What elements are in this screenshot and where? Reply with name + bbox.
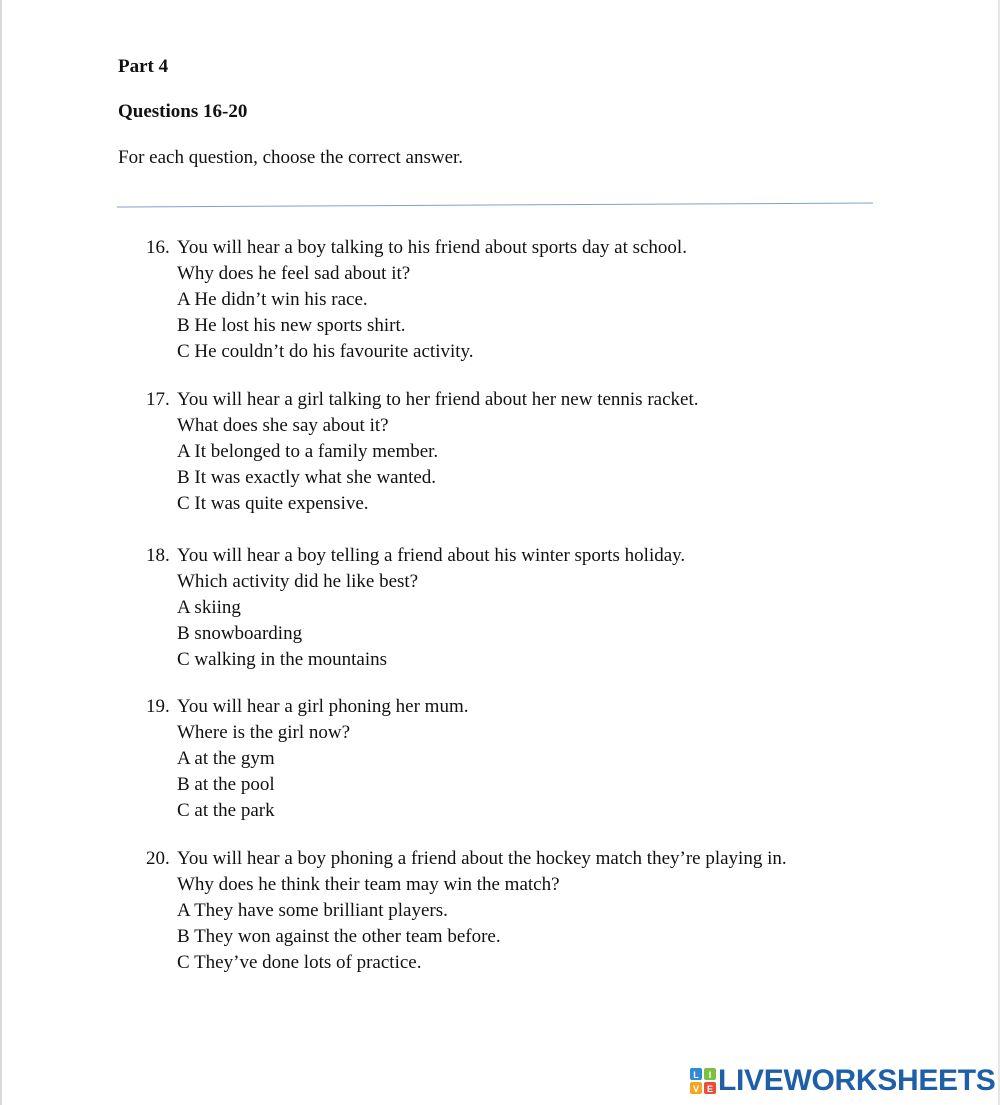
questions-title: Questions 16-20 — [118, 101, 248, 122]
question-intro: You will hear a boy phoning a friend about the hockey match they’re playing in. — [177, 848, 787, 869]
question-prompt: Where is the girl now? — [177, 722, 351, 743]
question-intro-line — [146, 694, 469, 720]
svg-text:L: L — [693, 1070, 699, 1080]
question-prompt: What does she say about it? — [177, 415, 389, 436]
option-c[interactable]: C walking in the mountains — [177, 649, 388, 670]
question-prompt: Why does he think their team may win the match? — [177, 874, 560, 895]
question-18 — [146, 543, 685, 673]
option-a[interactable]: A at the gym — [177, 748, 275, 769]
option-c[interactable]: C at the park — [177, 800, 275, 821]
option-a[interactable]: A skiing — [177, 597, 241, 618]
option-b[interactable]: B They won against the other team before. — [177, 926, 501, 947]
question-intro-line — [146, 543, 685, 569]
option-b[interactable]: B It was exactly what she wanted. — [177, 467, 437, 488]
instructions: For each question, choose the correct answer. — [118, 147, 464, 168]
svg-text:E: E — [706, 1084, 714, 1094]
question-20 — [146, 846, 787, 976]
option-a[interactable]: A It belonged to a family member. — [177, 441, 439, 462]
question-prompt: Why does he feel sad about it? — [177, 263, 411, 284]
option-c[interactable]: C He couldn’t do his favourite activity. — [177, 341, 474, 362]
logo-text: LIVEWORKSHEETS — [718, 1064, 996, 1097]
svg-text:V: V — [692, 1084, 700, 1094]
question-intro-line — [146, 235, 687, 261]
logo-mark-icon — [690, 1068, 716, 1094]
option-b[interactable]: B snowboarding — [177, 623, 303, 644]
question-19 — [146, 694, 469, 824]
question-16 — [146, 235, 687, 365]
svg-text:I: I — [708, 1070, 712, 1080]
option-c[interactable]: C It was quite expensive. — [177, 493, 369, 514]
page-edge-left — [0, 0, 2, 1105]
question-prompt: Which activity did he like best? — [177, 571, 419, 592]
question-intro: You will hear a boy talking to his friend about sports day at school. — [177, 237, 687, 258]
question-intro: You will hear a girl phoning her mum. — [177, 696, 469, 717]
question-17 — [146, 387, 698, 517]
option-a[interactable]: A They have some brilliant players. — [177, 900, 448, 921]
question-intro: You will hear a boy telling a friend about his winter sports holiday. — [177, 545, 686, 566]
question-number: 17. — [146, 389, 170, 410]
option-a[interactable]: A He didn’t win his race. — [177, 289, 368, 310]
liveworksheets-logo — [690, 1064, 996, 1098]
divider-line — [117, 198, 873, 210]
option-c[interactable]: C They’ve done lots of practice. — [177, 952, 422, 973]
option-b[interactable]: B He lost his new sports shirt. — [177, 315, 406, 336]
question-intro: You will hear a girl talking to her friend about her new tennis racket. — [177, 389, 699, 410]
question-number: 16. — [146, 237, 170, 258]
question-intro-line — [146, 846, 787, 872]
question-number: 20. — [146, 848, 170, 869]
option-b[interactable]: B at the pool — [177, 774, 275, 795]
question-intro-line — [146, 387, 698, 413]
part-title: Part 4 — [118, 56, 169, 77]
question-number: 19. — [146, 696, 170, 717]
question-number: 18. — [146, 545, 170, 566]
